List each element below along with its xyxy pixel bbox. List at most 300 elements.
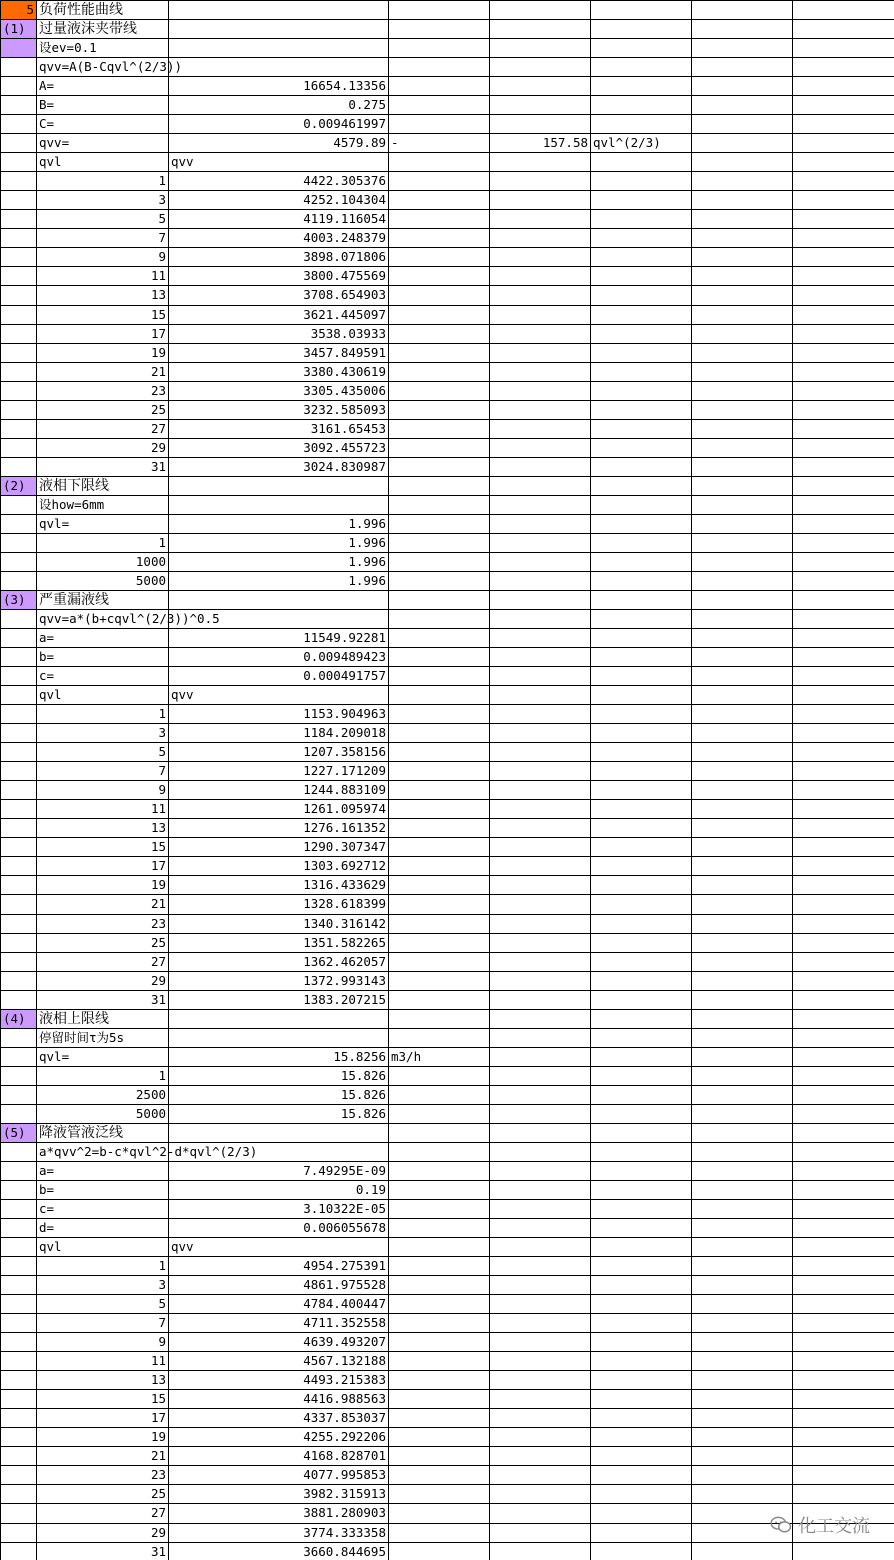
- sheet-cell[interactable]: [389, 476, 490, 495]
- sheet-cell[interactable]: [692, 1409, 793, 1428]
- qvl-cell[interactable]: 17: [37, 1409, 169, 1428]
- qvl-cell[interactable]: 15: [37, 838, 169, 857]
- sheet-cell[interactable]: [389, 1390, 490, 1409]
- qvv-cell[interactable]: 4784.400447: [169, 1295, 389, 1314]
- operator-cell[interactable]: -: [389, 134, 490, 153]
- sheet-cell[interactable]: [389, 1352, 490, 1371]
- sheet-cell[interactable]: [490, 1428, 591, 1447]
- sheet-cell[interactable]: [490, 667, 591, 686]
- qvl-cell[interactable]: 29: [37, 1523, 169, 1542]
- qvl-cell[interactable]: 15: [37, 1390, 169, 1409]
- sheet-cell[interactable]: [793, 1352, 894, 1371]
- sheet-cell[interactable]: [793, 648, 894, 667]
- sheet-cell[interactable]: [490, 762, 591, 781]
- sheet-cell[interactable]: [389, 838, 490, 857]
- sheet-cell[interactable]: [490, 1542, 591, 1560]
- param-label[interactable]: c=: [37, 667, 169, 686]
- param-label[interactable]: qvv=: [37, 134, 169, 153]
- sheet-cell[interactable]: [169, 1, 389, 20]
- sheet-cell[interactable]: [793, 971, 894, 990]
- sheet-cell[interactable]: [591, 286, 692, 305]
- sheet-cell[interactable]: [692, 343, 793, 362]
- sheet-cell[interactable]: [692, 1333, 793, 1352]
- sheet-cell[interactable]: [389, 172, 490, 191]
- qvl-cell[interactable]: 11: [37, 1352, 169, 1371]
- qvl-cell[interactable]: 21: [37, 895, 169, 914]
- sheet-cell[interactable]: [169, 20, 389, 39]
- sheet-cell[interactable]: [692, 1161, 793, 1180]
- sheet-cell[interactable]: [793, 724, 894, 743]
- sheet-cell[interactable]: [389, 419, 490, 438]
- sheet-cell[interactable]: [1, 819, 37, 838]
- sheet-cell[interactable]: [692, 533, 793, 552]
- subsection-title[interactable]: 过量液沫夹带线: [37, 20, 169, 39]
- qvv-cell[interactable]: 1: [37, 1066, 169, 1085]
- sheet-cell[interactable]: [389, 1409, 490, 1428]
- sheet-cell[interactable]: [692, 952, 793, 971]
- sheet-cell[interactable]: [591, 248, 692, 267]
- sheet-cell[interactable]: [169, 1009, 389, 1028]
- sheet-cell[interactable]: [591, 115, 692, 134]
- qvl-cell[interactable]: 5: [37, 743, 169, 762]
- qvl-cell[interactable]: 13: [37, 286, 169, 305]
- sheet-cell[interactable]: [389, 381, 490, 400]
- formula-text[interactable]: qvv=A(B-Cqvl^(2/3)): [37, 58, 169, 77]
- sheet-cell[interactable]: [793, 1238, 894, 1257]
- sheet-cell[interactable]: [692, 305, 793, 324]
- sheet-cell[interactable]: [591, 457, 692, 476]
- sheet-cell[interactable]: [490, 191, 591, 210]
- sheet-cell[interactable]: [591, 971, 692, 990]
- sheet-cell[interactable]: [389, 590, 490, 609]
- sheet-cell[interactable]: [591, 990, 692, 1009]
- sheet-cell[interactable]: [793, 1028, 894, 1047]
- qvl-cell[interactable]: 1.996: [169, 552, 389, 571]
- qvl-cell[interactable]: 7: [37, 1314, 169, 1333]
- sheet-cell[interactable]: [389, 933, 490, 952]
- sheet-cell[interactable]: [692, 914, 793, 933]
- sheet-cell[interactable]: [692, 971, 793, 990]
- sheet-cell[interactable]: [591, 876, 692, 895]
- sheet-cell[interactable]: [591, 838, 692, 857]
- sheet-cell[interactable]: [591, 1276, 692, 1295]
- sheet-cell[interactable]: [1, 210, 37, 229]
- sheet-cell[interactable]: [389, 952, 490, 971]
- sheet-cell[interactable]: [1, 762, 37, 781]
- sheet-cell[interactable]: [591, 1085, 692, 1104]
- qvl-cell[interactable]: 29: [37, 971, 169, 990]
- column-header[interactable]: qvl: [37, 1238, 169, 1257]
- sheet-cell[interactable]: [389, 1085, 490, 1104]
- qvv-cell[interactable]: 1153.904963: [169, 705, 389, 724]
- sheet-cell[interactable]: [692, 1, 793, 20]
- sheet-cell[interactable]: [490, 1066, 591, 1085]
- assumption-note[interactable]: 设how=6mm: [37, 495, 169, 514]
- sheet-cell[interactable]: [169, 1123, 389, 1142]
- sheet-cell[interactable]: [793, 514, 894, 533]
- sheet-cell[interactable]: [692, 153, 793, 172]
- qvl-cell[interactable]: 3: [37, 1276, 169, 1295]
- sheet-cell[interactable]: [490, 343, 591, 362]
- sheet-cell[interactable]: [389, 667, 490, 686]
- sheet-cell[interactable]: [591, 96, 692, 115]
- sheet-cell[interactable]: [1, 1466, 37, 1485]
- sheet-cell[interactable]: [490, 971, 591, 990]
- sheet-cell[interactable]: [692, 1295, 793, 1314]
- sheet-cell[interactable]: [490, 362, 591, 381]
- sheet-cell[interactable]: [793, 210, 894, 229]
- qvv-cell[interactable]: 4337.853037: [169, 1409, 389, 1428]
- qvl-cell[interactable]: 31: [37, 1542, 169, 1560]
- sheet-cell[interactable]: [793, 1447, 894, 1466]
- sheet-cell[interactable]: [793, 667, 894, 686]
- qvv-cell[interactable]: 3305.435006: [169, 381, 389, 400]
- sheet-cell[interactable]: [692, 1428, 793, 1447]
- sheet-cell[interactable]: [591, 1390, 692, 1409]
- sheet-cell[interactable]: [490, 1352, 591, 1371]
- sheet-cell[interactable]: [591, 362, 692, 381]
- sheet-cell[interactable]: [389, 895, 490, 914]
- param-label[interactable]: b=: [37, 648, 169, 667]
- sheet-cell[interactable]: [591, 1142, 692, 1161]
- sheet-cell[interactable]: [591, 705, 692, 724]
- sheet-cell[interactable]: [1, 1428, 37, 1447]
- sheet-cell[interactable]: [389, 1428, 490, 1447]
- param-value[interactable]: 0.000491757: [169, 667, 389, 686]
- qvl-cell[interactable]: 9: [37, 1333, 169, 1352]
- sheet-cell[interactable]: [793, 571, 894, 590]
- sheet-cell[interactable]: [1, 400, 37, 419]
- qvl-cell[interactable]: 17: [37, 324, 169, 343]
- qvl-cell[interactable]: 1.996: [169, 571, 389, 590]
- sheet-cell[interactable]: [692, 705, 793, 724]
- qvl-cell[interactable]: 25: [37, 1485, 169, 1504]
- sheet-cell[interactable]: [591, 552, 692, 571]
- sheet-cell[interactable]: [591, 1066, 692, 1085]
- sheet-cell[interactable]: [793, 1428, 894, 1447]
- qvl-cell[interactable]: 13: [37, 819, 169, 838]
- sheet-cell[interactable]: [490, 1295, 591, 1314]
- sheet-cell[interactable]: [389, 686, 490, 705]
- assumption-note[interactable]: 设ev=0.1: [37, 39, 169, 58]
- sheet-cell[interactable]: [692, 990, 793, 1009]
- sheet-cell[interactable]: [692, 172, 793, 191]
- sheet-cell[interactable]: [490, 20, 591, 39]
- qvl-cell[interactable]: 15.826: [169, 1066, 389, 1085]
- qvl-cell[interactable]: 27: [37, 952, 169, 971]
- qvl-cell[interactable]: 9: [37, 248, 169, 267]
- sheet-cell[interactable]: [490, 286, 591, 305]
- qvl-cell[interactable]: 11: [37, 267, 169, 286]
- column-header[interactable]: qvl: [37, 153, 169, 172]
- sheet-cell[interactable]: [692, 800, 793, 819]
- sheet-cell[interactable]: [490, 400, 591, 419]
- sheet-cell[interactable]: [793, 1123, 894, 1142]
- sheet-cell[interactable]: [793, 743, 894, 762]
- sheet-cell[interactable]: [591, 571, 692, 590]
- sheet-cell[interactable]: [389, 724, 490, 743]
- sheet-cell[interactable]: [1, 1504, 37, 1523]
- sheet-cell[interactable]: [389, 1238, 490, 1257]
- sheet-cell[interactable]: [692, 267, 793, 286]
- sheet-cell[interactable]: [1, 1257, 37, 1276]
- sheet-cell[interactable]: [389, 229, 490, 248]
- sheet-cell[interactable]: [793, 324, 894, 343]
- param-value[interactable]: 3.10322E-05: [169, 1199, 389, 1218]
- sheet-cell[interactable]: [793, 1276, 894, 1295]
- subsection-label[interactable]: (3): [1, 590, 37, 609]
- sheet-cell[interactable]: [490, 77, 591, 96]
- sheet-cell[interactable]: [591, 77, 692, 96]
- qvl-cell[interactable]: 1.996: [169, 533, 389, 552]
- sheet-cell[interactable]: [389, 1295, 490, 1314]
- sheet-cell[interactable]: [490, 1523, 591, 1542]
- sheet-cell[interactable]: [692, 438, 793, 457]
- sheet-cell[interactable]: [692, 1485, 793, 1504]
- sheet-cell[interactable]: [591, 153, 692, 172]
- sheet-cell[interactable]: [389, 648, 490, 667]
- qvl-cell[interactable]: 3: [37, 191, 169, 210]
- param-value[interactable]: 0.19: [169, 1180, 389, 1199]
- qvv-cell[interactable]: 1227.171209: [169, 762, 389, 781]
- qvl-cell[interactable]: 9: [37, 781, 169, 800]
- qvl-cell[interactable]: 5: [37, 1295, 169, 1314]
- sheet-cell[interactable]: [1, 96, 37, 115]
- sheet-cell[interactable]: [793, 134, 894, 153]
- sheet-cell[interactable]: [1, 914, 37, 933]
- sheet-cell[interactable]: [490, 1333, 591, 1352]
- sheet-cell[interactable]: [793, 1485, 894, 1504]
- sheet-cell[interactable]: [692, 1257, 793, 1276]
- sheet-cell[interactable]: [490, 952, 591, 971]
- sheet-cell[interactable]: [490, 857, 591, 876]
- sheet-cell[interactable]: [591, 381, 692, 400]
- sheet-cell[interactable]: [793, 438, 894, 457]
- sheet-cell[interactable]: [591, 1, 692, 20]
- qvv-cell[interactable]: 3660.844695: [169, 1542, 389, 1560]
- sheet-cell[interactable]: [591, 533, 692, 552]
- sheet-cell[interactable]: [793, 58, 894, 77]
- sheet-cell[interactable]: [1, 1447, 37, 1466]
- sheet-cell[interactable]: [692, 400, 793, 419]
- sheet-cell[interactable]: [591, 438, 692, 457]
- sheet-cell[interactable]: [692, 1390, 793, 1409]
- sheet-cell[interactable]: [490, 96, 591, 115]
- qvv-cell[interactable]: 3161.65453: [169, 419, 389, 438]
- sheet-cell[interactable]: [490, 1485, 591, 1504]
- sheet-cell[interactable]: [591, 1238, 692, 1257]
- sheet-cell[interactable]: [692, 248, 793, 267]
- sheet-cell[interactable]: [490, 1, 591, 20]
- sheet-cell[interactable]: [591, 895, 692, 914]
- sheet-cell[interactable]: [490, 457, 591, 476]
- qvl-cell[interactable]: 1: [37, 172, 169, 191]
- sheet-cell[interactable]: [793, 1333, 894, 1352]
- sheet-cell[interactable]: [490, 495, 591, 514]
- sheet-cell[interactable]: [1, 1390, 37, 1409]
- qvv-cell[interactable]: 3881.280903: [169, 1504, 389, 1523]
- sheet-cell[interactable]: [490, 610, 591, 629]
- sheet-cell[interactable]: [591, 400, 692, 419]
- sheet-cell[interactable]: [389, 743, 490, 762]
- sheet-cell[interactable]: [490, 1180, 591, 1199]
- sheet-cell[interactable]: [793, 419, 894, 438]
- sheet-cell[interactable]: [389, 571, 490, 590]
- sheet-cell[interactable]: [692, 781, 793, 800]
- sheet-cell[interactable]: [692, 1142, 793, 1161]
- subsection-label[interactable]: (1): [1, 20, 37, 39]
- sheet-cell[interactable]: [692, 58, 793, 77]
- sheet-cell[interactable]: [692, 838, 793, 857]
- sheet-cell[interactable]: [793, 686, 894, 705]
- sheet-cell[interactable]: [1, 1523, 37, 1542]
- sheet-cell[interactable]: [389, 362, 490, 381]
- section-title[interactable]: 负荷性能曲线: [37, 1, 169, 20]
- sheet-cell[interactable]: [490, 476, 591, 495]
- sheet-cell[interactable]: [389, 1, 490, 20]
- sheet-cell[interactable]: [692, 1180, 793, 1199]
- sheet-cell[interactable]: [490, 1371, 591, 1390]
- sheet-cell[interactable]: [389, 876, 490, 895]
- qvv-cell[interactable]: 4861.975528: [169, 1276, 389, 1295]
- sheet-cell[interactable]: [793, 267, 894, 286]
- sheet-cell[interactable]: [1, 324, 37, 343]
- sheet-cell[interactable]: [389, 1028, 490, 1047]
- sheet-cell[interactable]: [1, 1180, 37, 1199]
- sheet-cell[interactable]: [793, 1390, 894, 1409]
- sheet-cell[interactable]: [490, 1104, 591, 1123]
- sheet-cell[interactable]: [389, 781, 490, 800]
- sheet-cell[interactable]: [591, 1542, 692, 1560]
- qvl-cell[interactable]: 25: [37, 933, 169, 952]
- subsection-label[interactable]: (5): [1, 1123, 37, 1142]
- sheet-cell[interactable]: [591, 629, 692, 648]
- sheet-cell[interactable]: [490, 267, 591, 286]
- sheet-cell[interactable]: [490, 724, 591, 743]
- qvv-cell[interactable]: 3538.03933: [169, 324, 389, 343]
- sheet-cell[interactable]: [591, 1104, 692, 1123]
- param-label[interactable]: A=: [37, 77, 169, 96]
- sheet-cell[interactable]: [389, 20, 490, 39]
- sheet-cell[interactable]: [1, 39, 37, 58]
- sheet-cell[interactable]: [692, 648, 793, 667]
- sheet-cell[interactable]: [490, 1238, 591, 1257]
- sheet-cell[interactable]: [1, 362, 37, 381]
- sheet-cell[interactable]: [389, 1314, 490, 1333]
- sheet-cell[interactable]: [692, 77, 793, 96]
- sheet-cell[interactable]: [389, 153, 490, 172]
- sheet-cell[interactable]: [692, 571, 793, 590]
- coefficient-cell[interactable]: 157.58: [490, 134, 591, 153]
- sheet-cell[interactable]: [1, 286, 37, 305]
- qvl-cell[interactable]: 19: [37, 1428, 169, 1447]
- sheet-cell[interactable]: [793, 229, 894, 248]
- sheet-cell[interactable]: [490, 153, 591, 172]
- sheet-cell[interactable]: [692, 381, 793, 400]
- sheet-cell[interactable]: [1, 724, 37, 743]
- qvl-cell[interactable]: 31: [37, 457, 169, 476]
- sheet-cell[interactable]: [692, 1009, 793, 1028]
- sheet-cell[interactable]: [692, 895, 793, 914]
- sheet-cell[interactable]: [692, 1199, 793, 1218]
- sheet-cell[interactable]: [591, 324, 692, 343]
- sheet-cell[interactable]: [793, 96, 894, 115]
- sheet-cell[interactable]: [490, 590, 591, 609]
- sheet-cell[interactable]: [490, 629, 591, 648]
- sheet-cell[interactable]: [389, 438, 490, 457]
- sheet-cell[interactable]: [591, 343, 692, 362]
- sheet-cell[interactable]: [490, 781, 591, 800]
- qvl-cell[interactable]: 23: [37, 381, 169, 400]
- sheet-cell[interactable]: [692, 1542, 793, 1560]
- sheet-cell[interactable]: [490, 1504, 591, 1523]
- sheet-cell[interactable]: [591, 20, 692, 39]
- formula-text[interactable]: a*qvv^2=b-c*qvl^2-d*qvl^(2/3): [37, 1142, 169, 1161]
- sheet-cell[interactable]: [793, 20, 894, 39]
- sheet-cell[interactable]: [793, 172, 894, 191]
- sheet-cell[interactable]: [389, 1504, 490, 1523]
- sheet-cell[interactable]: [793, 400, 894, 419]
- sheet-cell[interactable]: [591, 1333, 692, 1352]
- sheet-cell[interactable]: [793, 1409, 894, 1428]
- sheet-cell[interactable]: [1, 648, 37, 667]
- unit-cell[interactable]: m3/h: [389, 1047, 490, 1066]
- sheet-cell[interactable]: [793, 590, 894, 609]
- param-label[interactable]: B=: [37, 96, 169, 115]
- sheet-cell[interactable]: [490, 1314, 591, 1333]
- sheet-cell[interactable]: [591, 1009, 692, 1028]
- sheet-cell[interactable]: [692, 590, 793, 609]
- qvv-cell[interactable]: 4255.292206: [169, 1428, 389, 1447]
- qvv-cell[interactable]: 2500: [37, 1085, 169, 1104]
- sheet-cell[interactable]: [389, 552, 490, 571]
- sheet-cell[interactable]: [692, 20, 793, 39]
- sheet-cell[interactable]: [490, 1466, 591, 1485]
- sheet-cell[interactable]: [793, 1371, 894, 1390]
- sheet-cell[interactable]: [1, 419, 37, 438]
- sheet-cell[interactable]: [591, 1352, 692, 1371]
- sheet-cell[interactable]: [591, 610, 692, 629]
- sheet-cell[interactable]: [490, 39, 591, 58]
- sheet-cell[interactable]: [389, 1542, 490, 1560]
- sheet-cell[interactable]: [692, 762, 793, 781]
- sheet-cell[interactable]: [591, 1199, 692, 1218]
- sheet-cell[interactable]: [389, 1485, 490, 1504]
- sheet-cell[interactable]: [591, 1047, 692, 1066]
- sheet-cell[interactable]: [389, 533, 490, 552]
- param-label[interactable]: c=: [37, 1199, 169, 1218]
- sheet-cell[interactable]: [692, 495, 793, 514]
- sheet-cell[interactable]: [1, 1542, 37, 1560]
- sheet-cell[interactable]: [169, 495, 389, 514]
- sheet-cell[interactable]: [490, 1276, 591, 1295]
- sheet-cell[interactable]: [692, 191, 793, 210]
- sheet-cell[interactable]: [692, 629, 793, 648]
- sheet-cell[interactable]: [793, 933, 894, 952]
- sheet-cell[interactable]: [389, 495, 490, 514]
- sheet-cell[interactable]: [490, 172, 591, 191]
- param-value[interactable]: 7.49295E-09: [169, 1161, 389, 1180]
- qvl-cell[interactable]: 15.826: [169, 1104, 389, 1123]
- sheet-cell[interactable]: [692, 552, 793, 571]
- sheet-cell[interactable]: [1, 191, 37, 210]
- sheet-cell[interactable]: [793, 1161, 894, 1180]
- sheet-cell[interactable]: [389, 1257, 490, 1276]
- sheet-cell[interactable]: [1, 1104, 37, 1123]
- sheet-cell[interactable]: [692, 1447, 793, 1466]
- param-value[interactable]: 16654.13356: [169, 77, 389, 96]
- sheet-cell[interactable]: [389, 457, 490, 476]
